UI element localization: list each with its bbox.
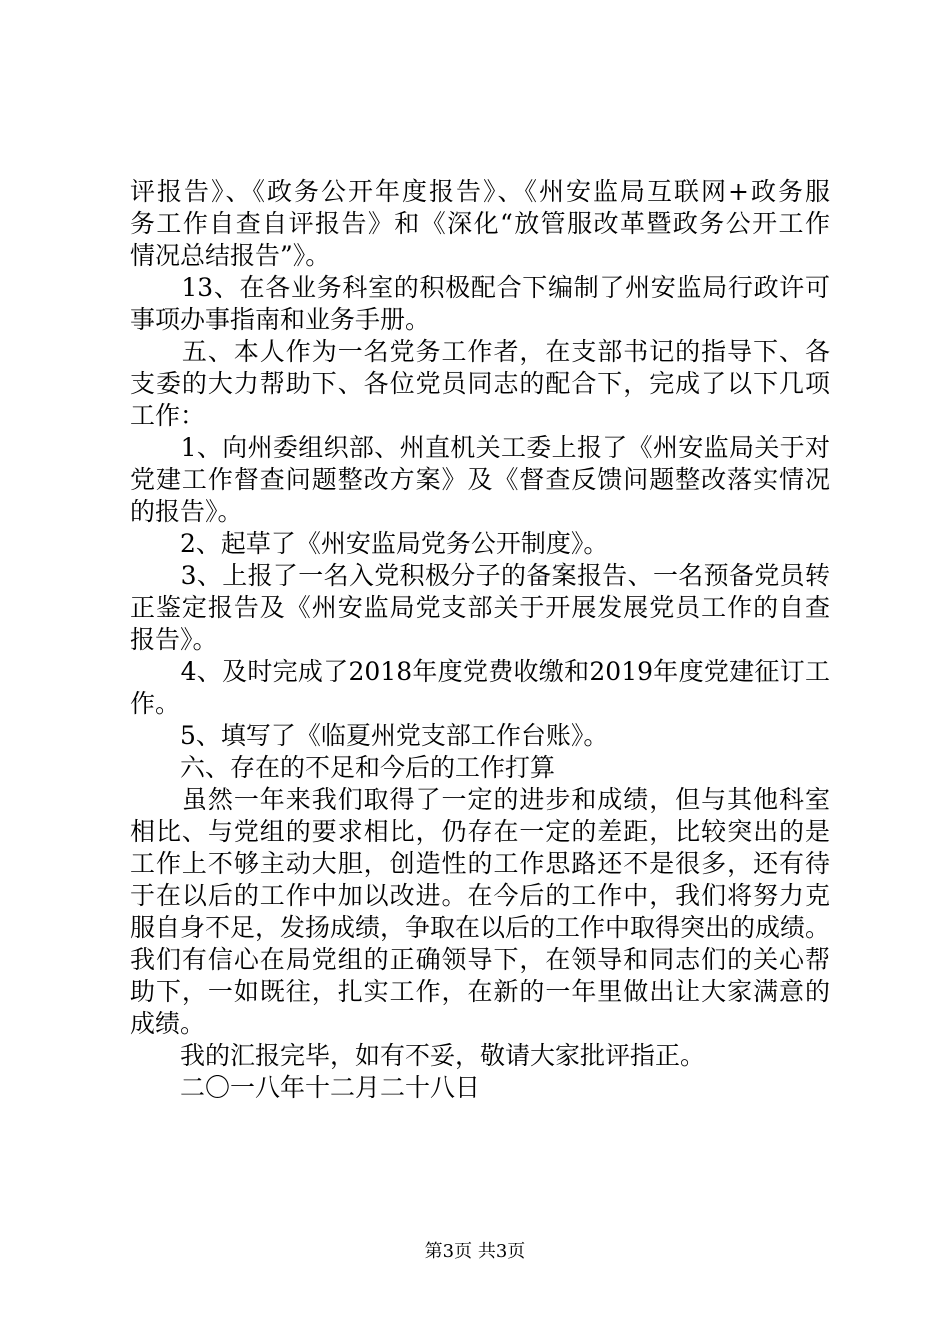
text-line: 我们有信心在局党组的正确领导下，在领导和同志们的关心帮	[130, 945, 830, 974]
text-line: 党建工作督查问题整改方案》及《督查反馈问题整改落实情况	[130, 465, 830, 494]
text-line: 情况总结报告”》。	[130, 241, 331, 270]
text-line: 服自身不足，发扬成绩，争取在以后的工作中取得突出的成绩。	[130, 913, 831, 942]
text-line: 作。	[130, 689, 181, 718]
text-line: 相比、与党组的要求相比，仍存在一定的差距，比较突出的是	[130, 817, 830, 846]
date-line: 二〇一八年十二月二十八日	[130, 1073, 481, 1102]
text-line: 工作：	[130, 401, 206, 430]
text-line: 虽然一年来我们取得了一定的进步和成绩，但与其他科室	[130, 785, 830, 814]
text-line: 于在以后的工作中加以改进。在今后的工作中，我们将努力克	[130, 881, 830, 910]
text-line: 五、本人作为一名党务工作者，在支部书记的指导下、各	[130, 337, 830, 366]
text-line: 支委的大力帮助下、各位党员同志的配合下，完成了以下几项	[130, 369, 830, 398]
text-line: 4、及时完成了2018年度党费收缴和2019年度党建征订工	[130, 657, 830, 686]
text-line: 成绩。	[130, 1009, 206, 1038]
text-line: 13、在各业务科室的积极配合下编制了州安监局行政许可	[130, 273, 830, 302]
text-line: 事项办事指南和业务手册。	[130, 305, 431, 334]
text-line: 助下，一如既往，扎实工作，在新的一年里做出让大家满意的	[130, 977, 830, 1006]
text-line: 评报告》、《政务公开年度报告》、《州安监局互联网+政务服	[130, 177, 830, 206]
text-line: 3、上报了一名入党积极分子的备案报告、一名预备党员转	[130, 561, 830, 590]
section-heading: 六、存在的不足和今后的工作打算	[130, 753, 556, 782]
text-line: 我的汇报完毕，如有不妥，敬请大家批评指正。	[130, 1041, 706, 1070]
text-line: 2、起草了《州安监局党务公开制度》。	[130, 529, 609, 558]
text-line: 务工作自查自评报告》和《深化“放管服改革暨政务公开工作	[130, 209, 830, 238]
text-line: 的报告》。	[130, 497, 243, 526]
text-line: 正鉴定报告及《州安监局党支部关于开展发展党员工作的自查	[130, 593, 830, 622]
page-number: 第3页 共3页	[424, 1241, 526, 1262]
text-line: 5、填写了《临夏州党支部工作台账》。	[130, 721, 609, 750]
text-line: 1、向州委组织部、州直机关工委上报了《州安监局关于对	[130, 433, 830, 462]
text-line: 工作上不够主动大胆，创造性的工作思路还不是很多，还有待	[130, 849, 830, 878]
text-line: 报告》。	[130, 625, 218, 654]
